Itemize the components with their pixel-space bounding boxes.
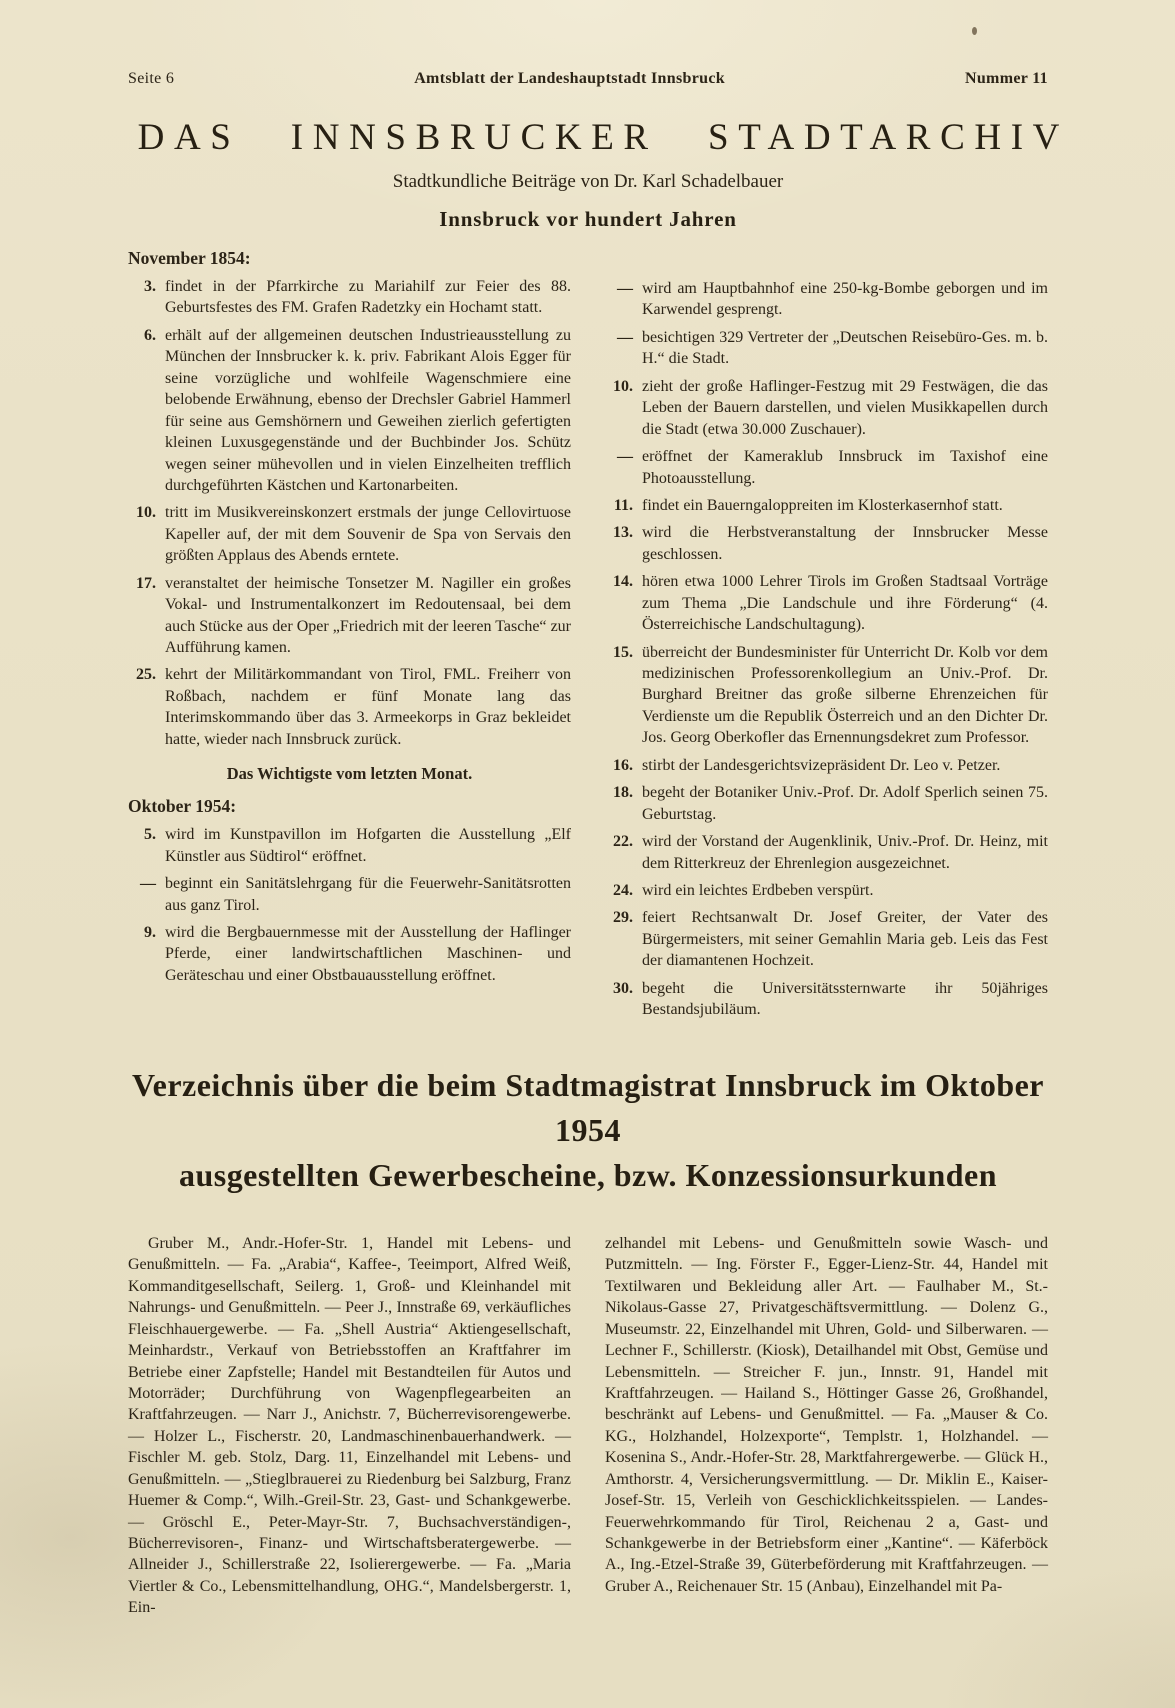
entry-text: wird die Bergbauernmesse mit der Ausstellung der Haflinger Pferde, einer landwirtschaftlichen Maschinen- und Geräteschau und einer Obstbauausstellung eröffnet.: [165, 923, 571, 984]
chronicle-entry: [128, 573, 571, 659]
entry-marker: 11.: [613, 496, 633, 514]
chronicle-entry: [605, 376, 1048, 440]
chronicle-entry: [605, 446, 1048, 489]
register-columns: [128, 1233, 1048, 1619]
chronicle-entry: [605, 571, 1048, 635]
month-heading-november: November 1854:: [128, 248, 251, 268]
entry-text: hören etwa 1000 Lehrer Tirols im Großen Stadtsaal Vorträge zum Thema „Die Landschule und ihre Förderung“ (4. Österreichische Landschultagung).: [642, 573, 1048, 634]
entry-text: kehrt der Militärkommandant von Tirol, FML. Freiherr von Roßbach, nachdem er fünf Monate lang das Interimskommando über das 3. Armeekorps in Graz bekleidet hatte, wieder nach Innsbruck zurück.: [165, 666, 571, 748]
issue-number-label: Nummer 11: [964, 70, 1048, 87]
chronicle-entry: [605, 278, 1048, 321]
entry-text: begeht der Botaniker Univ.-Prof. Dr. Adolf Sperlich seinen 75. Geburtstag.: [642, 784, 1048, 823]
entry-text: wird am Hauptbahnhof eine 250-kg-Bombe geborgen und im Karwendel gesprengt.: [642, 280, 1048, 319]
entry-marker: 16.: [613, 756, 633, 774]
entry-text: beginnt ein Sanitätslehrgang für die Feuerwehr-Sanitätsrotten aus ganz Tirol.: [165, 875, 571, 914]
entry-marker: 3.: [144, 278, 156, 295]
entry-text: wird die Herbstveranstaltung der Innsbrucker Messe geschlossen.: [642, 524, 1048, 563]
entry-marker: 6.: [144, 326, 156, 344]
chronicle-entry: [605, 907, 1048, 971]
article-subtitle: Stadtkundliche Beiträge von Dr. Karl Schadelbauer: [392, 171, 784, 192]
entry-text: erhält auf der allgemeinen deutschen Industrieausstellung zu München der Innsbrucker k. k. priv. Fabrikant Alois Egger für seine vorzügliche und wohlfeile Wagenschmiere eine belobende Erwähnung, ebenso der Drechsler Gabriel Hammerl für seine aus Gemshörnern und Geweihen zierlich gefertigten kleinen Luxusgegenstände und der Buchbinder Jos. Schütz wegen seiner mühevollen und in vielen Einzelheiten trefflich durchgeführten Kästchen und Kartonarbeiten.: [165, 326, 571, 494]
entry-marker: 5.: [144, 826, 156, 844]
entry-text: findet in der Pfarrkirche zu Mariahilf zur Feier des 88. Geburtsfestes des FM. Grafen Radetzky ein Hochamt statt.: [165, 278, 571, 317]
entry-marker: 9.: [144, 923, 156, 941]
chronicle-entry: [128, 664, 571, 750]
chronicle-columns: [128, 248, 1048, 1027]
register-title-line1: Verzeichnis über die beim Stadtmagistrat Innsbruck im Oktober 1954: [132, 1066, 1044, 1148]
entry-marker: 14.: [613, 573, 633, 591]
chronicle-entry: [605, 978, 1048, 1021]
entry-marker: 17.: [136, 574, 156, 592]
month-heading-october: Oktober 1954:: [128, 796, 237, 817]
register-title: [128, 1063, 1048, 1199]
entry-text: stirbt der Landesgerichtsvizepräsident Dr. Leo v. Petzer.: [642, 756, 1001, 774]
entry-text: tritt im Musikvereinskonzert erstmals der junge Cellovirtuose Kapeller auf, der mit dem Souvenir de Spa von Servais den größten Applaus des Abends erntete.: [165, 504, 571, 565]
chronicle-entry: [128, 922, 571, 986]
chronicle-entry: [128, 824, 571, 867]
journal-title: Amtsblatt der Landeshauptstadt Innsbruck: [414, 70, 725, 87]
entry-text: veranstaltet der heimische Tonsetzer M. Nagiller ein großes Vokal- und Instrumentalkonzert im Redoutensaal, bei dem auch Stücke aus der Oper „Friedrich mit der leeren Tasche“ zur Aufführung kamen.: [165, 574, 571, 656]
entry-marker: —: [617, 448, 633, 466]
register-right-paragraph: zelhandel mit Lebens- und Genußmitteln sowie Wasch- und Putzmitteln. — Ing. Förster F., Egger-Lienz-Str. 44, Handel mit Textilwaren und Bekleidung aller Art. — Faulhaber M., St.-Nikolaus-Gasse 27, Privatgeschäftsvermittlung. — Dolenz G., Museumstr. 22, Einzelhandel mit Uhren, Gold- und Silberwaren. — Lechner F., Schillerstr. (Kiosk), Detailhandel mit Obst, Gemüse und Lebensmitteln. — Streicher F. jun., Innstr. 91, Handel mit Kraftfahrzeugen. — Hailand S., Höttinger Gasse 26, Großhandel, beschränkt auf Lebens- und Genußmittel. — Fa. „Mauser & Co. KG., Holzhandel, Holzexporte“, Templstr. 1, Holzhandel. — Kosenina S., Andr.-Hofer-Str. 28, Marktfahrergewerbe. — Glück H., Amthorstr. 4, Versicherungsvermittlung. — Dr. Miklin E., Kaiser-Josef-Str. 15, Verleih von Geschicklichkeitsspielen. — Landes-Feuerwehrkommando für Tirol, Reichenau 2 a, Gast- und Schankgewerbe in der Betriebsform einer „Kantine“. — Käferböck A., Ing.-Etzel-Straße 39, Güterbeförderung mit Kraftfahrzeugen. — Gruber A., Reichenauer Str. 15 (Anbau), Einzelhandel mit Pa-: [605, 1234, 1048, 1595]
register-title-line2: ausgestellten Gewerbescheine, bzw. Konzessionsurkunden: [179, 1157, 997, 1194]
entry-text: eröffnet der Kameraklub Innsbruck im Taxishof eine Photoausstellung.: [642, 448, 1048, 487]
chronicle-entry: [605, 880, 1048, 901]
page-number-label: Seite 6: [128, 70, 175, 87]
chronicle-entry: [128, 873, 571, 916]
entry-text: überreicht der Bundesminister für Unterricht Dr. Kolb vor dem medizinischen Professorenkollegium an Univ.-Prof. Dr. Burghard Breitner das große silberne Ehrenzeichen für Verdienste um die Republik Österreich und an den Dichter Dr. Jos. Georg Oberkofler das Ernennungsdekret zum Professor.: [642, 643, 1048, 747]
entry-text: zieht der große Haflinger-Festzug mit 29 Festwägen, die das Leben der Bauern darstellen, und vielen Musikkapellen durch die Stadt (etwa 30.000 Zuschauer).: [642, 377, 1048, 438]
page-header: [128, 70, 1048, 88]
chronicle-entry: [605, 327, 1048, 370]
entry-text: wird ein leichtes Erdbeben verspürt.: [642, 881, 874, 899]
entry-text: wird im Kunstpavillon im Hofgarten die Ausstellung „Elf Künstler aus Südtirol“ eröffnet.: [165, 826, 571, 865]
article-title: DAS INNSBRUCKER STADTARCHIV: [137, 117, 1069, 158]
entry-marker: 29.: [613, 909, 633, 927]
register-left-paragraph: Gruber M., Andr.-Hofer-Str. 1, Handel mit Lebens- und Genußmitteln. — Fa. „Arabia“, Kaffee-, Teeimport, Alfred Weiß, Kommanditgesellschaft, Seilerg. 1, Groß- und Kleinhandel mit Nahrungs- und Genußmitteln. — Peer J., Innstraße 69, verkäufliches Fleischhauergewerbe. — Fa. „Shell Austria“ Aktiengesellschaft, Meinhardstr., Verkauf von Betriebsstoffen an Kraftfahrer im Betriebe einer Zapfstelle; Handel mit Bestandteilen für Autos und Motorräder; Durchführung von Wagenpflegearbeiten an Kraftfahrzeugen. — Narr J., Anichstr. 7, Bücherrevisorengewerbe. — Holzer L., Fischerstr. 20, Landmaschinenbauerhandwerk. — Fischler M. geb. Stolz, Darg. 11, Einzelhandel mit Lebens- und Genußmitteln. — „Stieglbrauerei zu Riedenburg bei Salzburg, Franz Huemer & Comp.“, Wilh.-Greil-Str. 23, Gast- und Schankgewerbe. — Gröschl E., Peter-Mayr-Str. 7, Buchsachverständigen-, Bücherrevisoren-, Finanz- und Wirtschaftsberatergewerbe. — Allneider J., Schillerstraße 22, Isolierergewerbe. — Fa. „Maria Viertler & Co., Lebensmittelhandlung, OHG.“, Mandelsbergerstr. 1, Ein-: [128, 1234, 571, 1617]
chronicle-entry: [128, 276, 571, 319]
entry-marker: 13.: [613, 524, 633, 542]
entry-marker: 10.: [613, 377, 633, 395]
entry-marker: 24.: [613, 881, 633, 899]
chronicle-entry: [128, 502, 571, 566]
entry-text: findet ein Bauerngaloppreiten im Klosterkasernhof statt.: [642, 496, 1003, 514]
entry-marker: —: [617, 328, 633, 346]
chronicle-entry: [605, 782, 1048, 825]
entry-text: feiert Rechtsanwalt Dr. Josef Greiter, der Vater des Bürgermeisters, mit seiner Gemahlin Maria geb. Leis das Fest der diamantenen Hochzeit.: [642, 909, 1048, 970]
entry-marker: —: [140, 875, 156, 893]
entry-text: besichtigen 329 Vertreter der „Deutschen Reisebüro-Ges. m. b. H.“ die Stadt.: [642, 328, 1048, 368]
paper-speck: [972, 27, 977, 35]
interlude-heading: Das Wichtigste vom letzten Monat.: [226, 764, 473, 784]
chronicle-entry: [605, 642, 1048, 749]
entry-text: wird der Vorstand der Augenklinik, Univ.-Prof. Dr. Heinz, mit dem Ritterkreuz der Ehrenlegion ausgezeichnet.: [642, 833, 1048, 872]
chronicle-entry: [605, 495, 1048, 516]
entry-marker: 10.: [136, 504, 156, 522]
entry-marker: 22.: [613, 833, 633, 851]
entry-marker: 25.: [136, 666, 156, 684]
entry-marker: —: [617, 280, 633, 297]
chronicle-left-column: [128, 248, 571, 1027]
entry-marker: 15.: [613, 643, 633, 661]
chronicle-entry: [605, 522, 1048, 565]
chronicle-right-column: [605, 248, 1048, 1027]
entry-text: begeht die Universitätssternwarte ihr 50jähriges Bestandsjubiläum.: [642, 979, 1048, 1019]
entry-marker: 18.: [613, 784, 633, 802]
entry-marker: 30.: [613, 979, 633, 997]
series-title: Innsbruck vor hundert Jahren: [439, 207, 737, 231]
chronicle-entry: [128, 325, 571, 497]
chronicle-entry: [605, 831, 1048, 874]
chronicle-entry: [605, 755, 1048, 776]
